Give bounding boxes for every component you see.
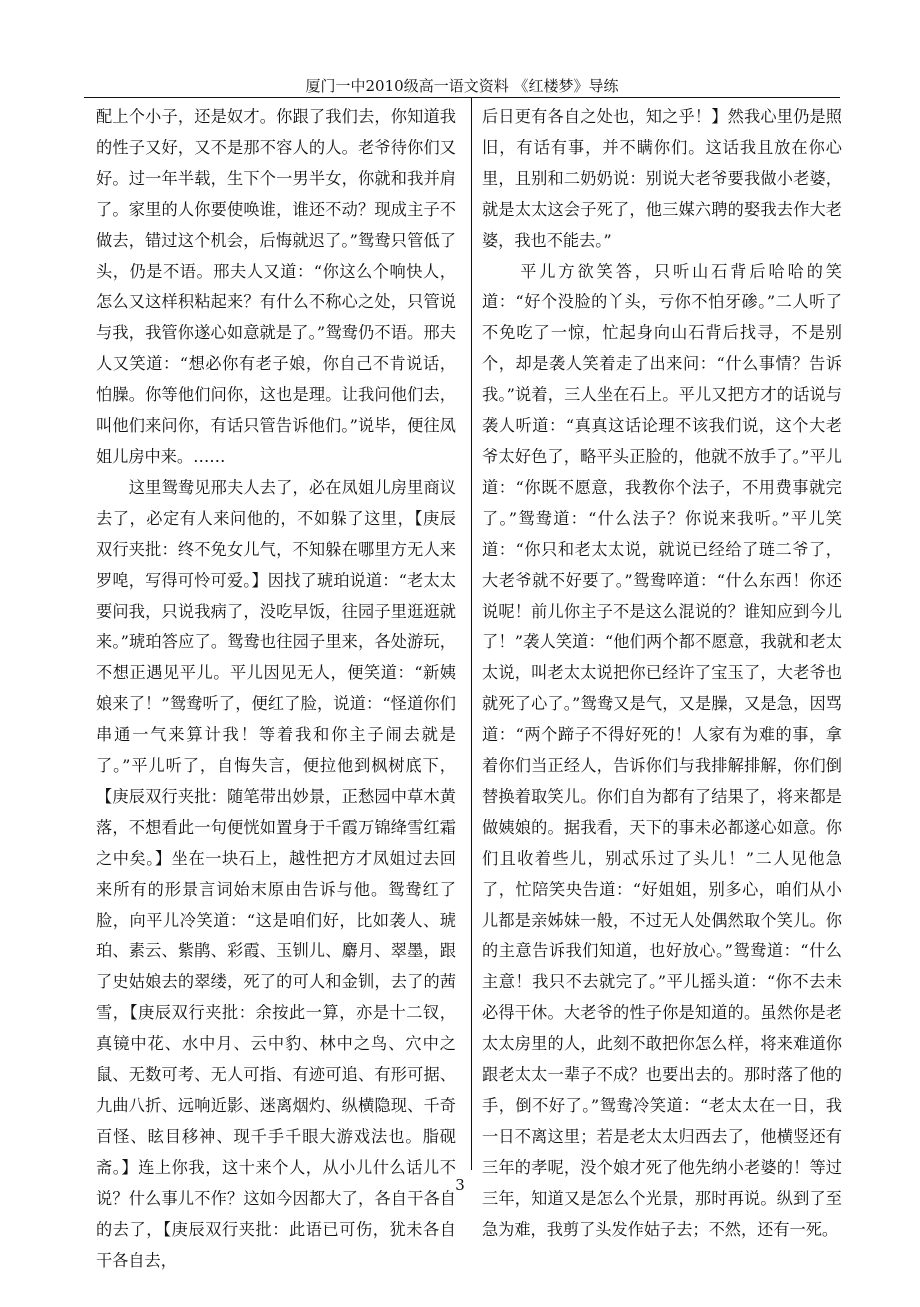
- right-column-text: 后日更有各自之处也，知之乎！】然我心里仍是照旧，有话有事，并不瞒你们。这话我且放在你心里，且别和二奶奶说：别说大老爷要我做小老婆，就是太太这会子死了，他三媒六聘的娶我去作大老婆，我也不能去。” 平儿方欲笑答，只听山石背后哈哈的笑道：“好个没脸的丫头，亏你不怕牙碜。”二人听了不免吃了一惊，忙起身向山石背后找寻，不是别个，却是袭人笑着走了出来问：“什么事情？告诉我。”说着，三人坐在石上。平儿又把方才的话说与袭人听道：“真真这话论理不该我们说，这个大老爷太好色了，略平头正脸的，他就不放手了。”平儿道：“你既不愿意，我教你个法子，不用费事就完了。”鸳鸯道：“什么法子？你说来我听。”平儿笑道：“你只和老太太说，就说已经给了琏二爷了，大老爷就不好要了。”鸳鸯啐道：“什么东西！你还说呢！前儿你主子不是这么混说的？谁知应到今儿了！”袭人笑道：“他们两个都不愿意，我就和老太太说，叫老太太说把你已经许了宝玉了，大老爷也就死了心了。”鸳鸯又是气，又是臊，又是急，因骂道：“两个蹄子不得好死的！人家有为难的事，拿着你们当正经人，告诉你们与我排解排解，你们倒替换着取笑儿。你们自为都有了结果了，将来都是做姨娘的。据我看，天下的事未必都遂心如意。你们且收着些儿，别忒乐过了头儿！”二人见他急了，忙陪笑央告道：“好姐姐，别多心，咱们从小儿都是亲姊妹一般，不过无人处偶然取个笑儿。你的主意告诉我们知道，也好放心。”鸳鸯道：“什么主意！我只不去就完了。”平儿摇头道：“你不去未必得干休。大老爷的性子你是知道的。虽然你是老太太房里的人，此刻不敢把你怎么样，将来难道你跟老太太一辈子不成？也要出去的。那时落了他的手，倒不好了。”鸳鸯冷笑道：“老太太在一日，我一日不离这里；若是老太太归西去了，他横竖还有三年的孝呢，没个娘才死了他先纳小老婆的！等过三年，知道又是怎么个光景，那时再说。纵到了至急为难，我剪了头发作姑子去；不然，还有一死。: [482, 107, 842, 1239]
- column-divider: [471, 98, 472, 1170]
- page-number: 3: [455, 1176, 465, 1194]
- header-rule: [84, 97, 840, 98]
- left-column-text: 配上个小子，还是奴才。你跟了我们去，你知道我的性子又好，又不是那不容人的人。老爷待你们又好。过一年半载，生下个一男半女，你就和我并肩了。家里的人你要使唤谁，谁还不动？现成主子不做去，错过这个机会，后悔就迟了。”鸳鸯只管低了头，仍是不语。邢夫人又道：“你这么个响快人，怎么又这样积粘起来？有什么不称心之处，只管说与我，我管你遂心如意就是了。”鸳鸯仍不语。邢夫人又笑道：“想必你有老子娘，你自己不肯说话，怕臊。你等他们问你，这也是理。让我问他们去，叫他们来问你，有话只管告诉他们。”说毕，便往凤姐儿房中来。…… 这里鸳鸯见邢夫人去了，必在凤姐儿房里商议去了，必定有人来问他的，不如躲了这里，【庚辰双行夹批：终不免女儿气，不知躲在哪里方无人来罗唣，写得可怜可爱。】因找了琥珀说道：“老太太要问我，只说我病了，没吃早饭，往园子里逛逛就来。”琥珀答应了。鸳鸯也往园子里来，各处游玩，不想正遇见平儿。平儿因见无人，便笑道：“新姨娘来了！”鸳鸯听了，便红了脸，说道：“怪道你们串通一气来算计我！等着我和你主子闹去就是了。”平儿听了，自悔失言，便拉他到枫树底下，【庚辰双行夹批：随笔带出妙景，正愁园中草木黄落，不想看此一句便恍如置身于千霞万锦绛雪红霜之中矣。】坐在一块石上，越性把方才凤姐过去回来所有的形景言词始末原由告诉与他。鸳鸯红了脸，向平儿冷笑道：“这是咱们好，比如袭人、琥珀、素云、紫鹃、彩霞、玉钏儿、麝月、翠墨，跟了史姑娘去的翠缕，死了的可人和金钏，去了的茜雪，【庚辰双行夹批：余按此一算，亦是十二钗，真镜中花、水中月、云中豹、林中之鸟、穴中之鼠、无数可考、无人可指、有迹可追、有形可据、九曲八折、远响近影、迷离烟灼、纵横隐现、千奇百怪、眩目移神、现千手千眼大游戏法也。脂砚斋。】连上你我，这十来个人，从小儿什么话儿不说？什么事儿不作？这如今因都大了，各自干各自的去了，【庚辰双行夹批：此语已可伤，犹未各自干各自去，: [96, 107, 456, 1270]
- page-header: 厦门一中2010级高一语文资料 《红楼梦》导练: [305, 77, 619, 95]
